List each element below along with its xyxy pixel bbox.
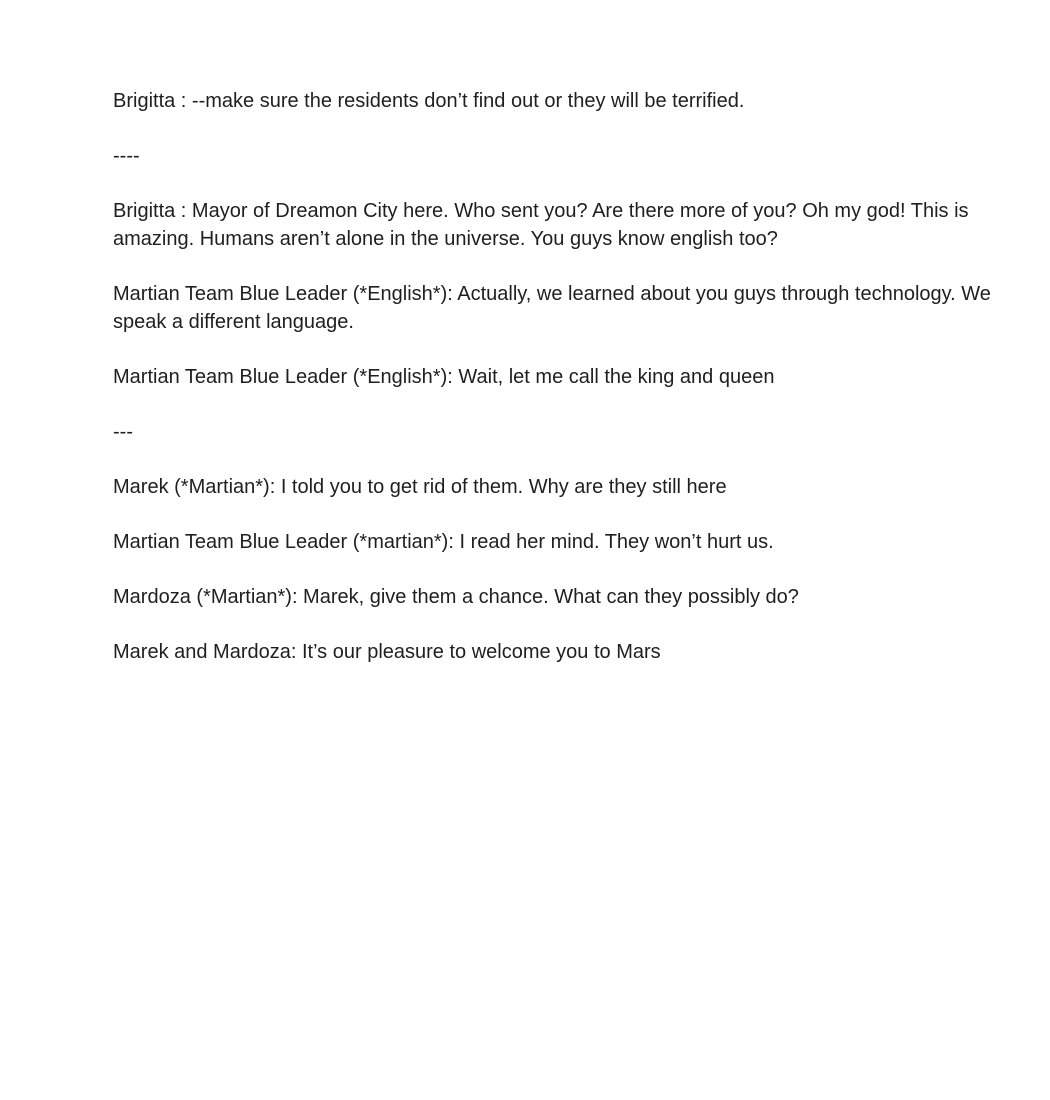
dialogue-line: Marek and Mardoza: It’s our pleasure to welcome you to Mars xyxy=(113,641,661,663)
dialogue-line: Martian Team Blue Leader (*English*): Actually, we learned about you guys through technology. We speak a different language. xyxy=(113,283,991,333)
document-page xyxy=(113,87,1008,693)
dialogue-line: Marek (*Martian*): I told you to get rid of them. Why are they still here xyxy=(113,476,727,498)
dialogue-line: Mardoza (*Martian*): Marek, give them a chance. What can they possibly do? xyxy=(113,586,799,608)
dialogue-line: Martian Team Blue Leader (*martian*): I read her mind. They won’t hurt us. xyxy=(113,531,774,553)
scene-separator: ---- xyxy=(113,145,140,167)
scene-separator: --- xyxy=(113,421,133,443)
dialogue-line: Martian Team Blue Leader (*English*): Wait, let me call the king and queen xyxy=(113,366,775,388)
dialogue-line: Brigitta : --make sure the residents don’t find out or they will be terrified. xyxy=(113,90,745,112)
dialogue-line: Brigitta : Mayor of Dreamon City here. Who sent you? Are there more of you? Oh my god! This is amazing. Humans aren’t alone in the universe. You guys know english too? xyxy=(113,200,969,250)
